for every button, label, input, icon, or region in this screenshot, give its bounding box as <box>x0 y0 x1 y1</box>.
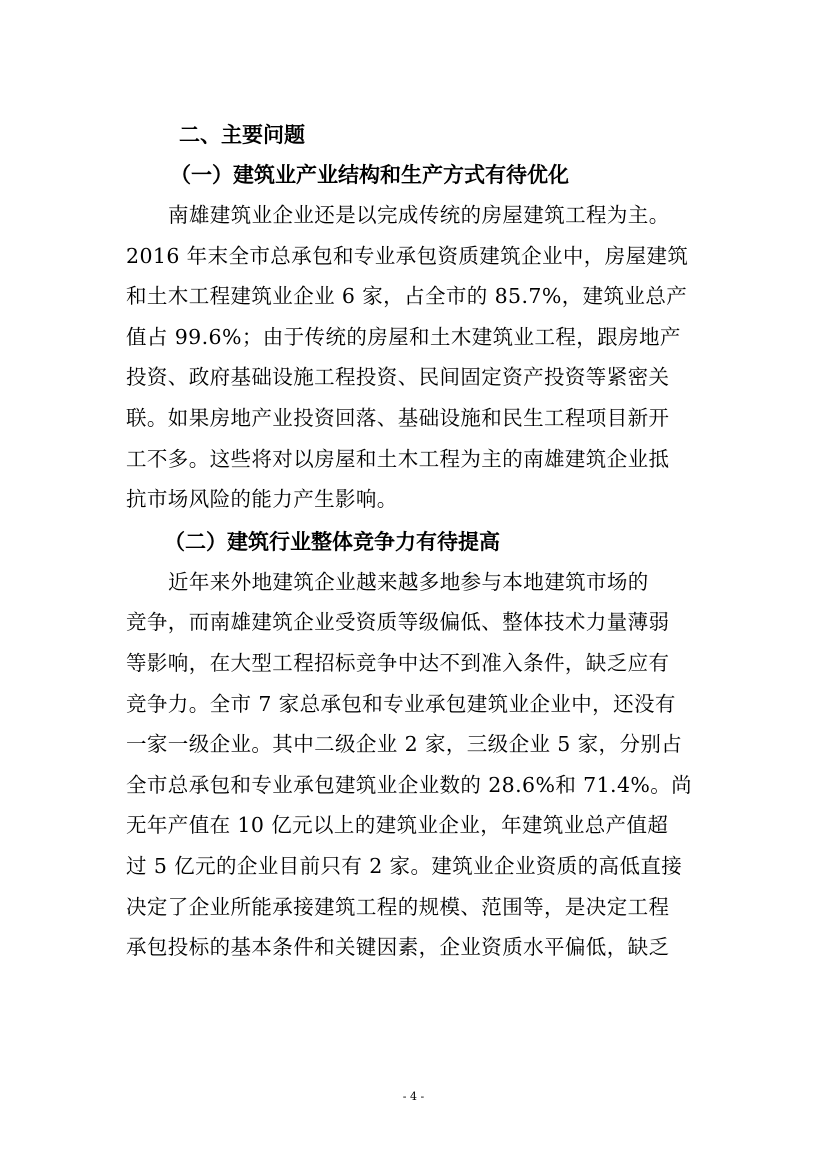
paragraph-line: 等影响，在大型工程招标竞争中达不到准入条件，缺乏应有 <box>126 650 670 675</box>
paragraph-line: 抗市场风险的能力产生影响。 <box>126 487 398 512</box>
page-content <box>126 115 706 968</box>
paragraph-line: 决定了企业所能承接建筑工程的规模、范围等，是决定工程 <box>126 894 670 919</box>
paragraph-line: 近年来外地建筑企业越来越多地参与本地建筑市场的 <box>168 569 649 594</box>
paragraph-line: 和土木工程建筑业企业 6 家，占全市的 85.7%，建筑业总产 <box>126 284 688 309</box>
paragraph-line: 南雄建筑业企业还是以完成传统的房屋建筑工程为主。 <box>168 203 670 227</box>
subsection-heading-1: （一）建筑业产业结构和生产方式有待优化 <box>170 163 569 187</box>
paragraph-line: 联。如果房地产业投资回落、基础设施和民生工程项目新开 <box>126 405 670 430</box>
paragraph-line: 承包投标的基本条件和关键因素，企业资质水平偏低，缺乏 <box>126 935 670 960</box>
paragraph-line: 无年产值在 10 亿元以上的建筑业企业，年建筑业总产值超 <box>126 813 669 838</box>
paragraph-line: 全市总承包和专业承包建筑业企业数的 28.6%和 71.4%。尚 <box>126 772 693 797</box>
paragraph-line: 投资、政府基础设施工程投资、民间固定资产投资等紧密关 <box>126 365 670 390</box>
page-number: - 4 - <box>402 1090 425 1103</box>
subsection-heading-2: （二）建筑行业整体竞争力有待提高 <box>164 529 500 554</box>
paragraph-1 <box>126 195 706 520</box>
paragraph-line: 2016 年末全市总承包和专业承包资质建筑企业中，房屋建筑 <box>126 243 689 268</box>
paragraph-line: 竞争力。全市 7 家总承包和专业承包建筑业企业中，还没有 <box>126 691 676 716</box>
paragraph-2 <box>126 562 706 968</box>
paragraph-line: 竞争，而南雄建筑企业受资质等级偏低、整体技术力量薄弱 <box>126 610 670 635</box>
paragraph-line: 值占 99.6%；由于传统的房屋和土木建筑业工程，跟房地产 <box>126 324 681 349</box>
section-heading: 二、主要问题 <box>179 123 305 147</box>
paragraph-line: 一家一级企业。其中二级企业 2 家，三级企业 5 家，分别占 <box>126 732 683 757</box>
paragraph-line: 工不多。这些将对以房屋和土木工程为主的南雄建筑企业抵 <box>126 446 670 471</box>
paragraph-line: 过 5 亿元的企业目前只有 2 家。建筑业企业资质的高低直接 <box>126 853 683 878</box>
